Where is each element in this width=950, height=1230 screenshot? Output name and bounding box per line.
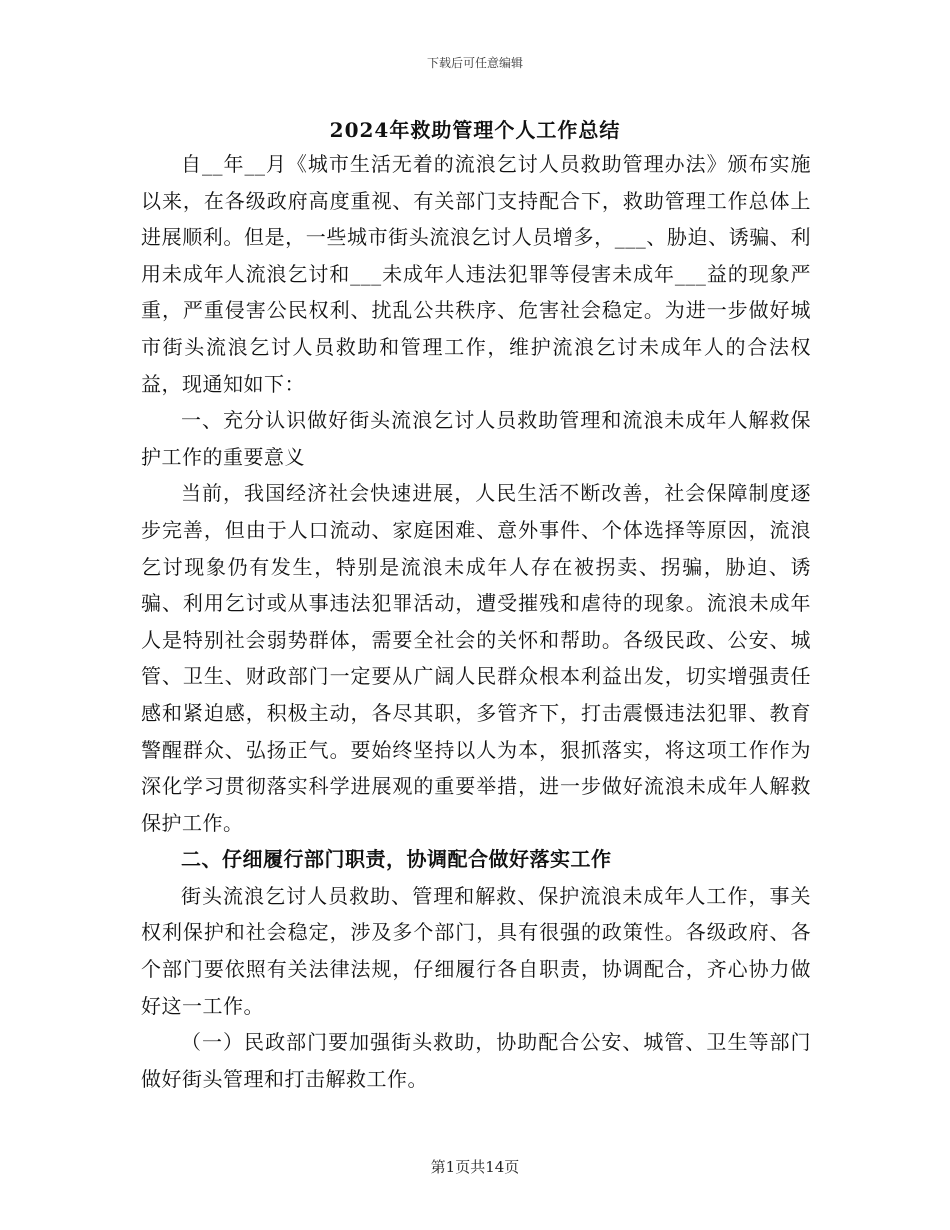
document-body [141, 146, 811, 1097]
header-note: 下载后可任意编辑 [426, 56, 523, 70]
paragraph-intro: 自__年__月《城市生活无着的流浪乞讨人员救助管理办法》颁布实施以来，在各级政府高度重视、有关部门支持配合下，救助管理工作总体上进展顺利。但是，一些城市街头流浪乞讨人员增多，___、胁迫、诱骗、利用未成年人流浪乞讨和___未成年人违法犯罪等侵害未成年___益的现象严重，严重侵害公民权利、扰乱公共秩序、危害社会稳定。为进一步做好城市街头流浪乞讨人员救助和管理工作，维护流浪乞讨未成年人的合法权益，现通知如下： [141, 152, 811, 396]
document-title: 2024年救助管理个人工作总结 [329, 118, 621, 142]
page-number-footer: 第1页共14页 [430, 1158, 520, 1176]
paragraph-section-1: 当前，我国经济社会快速进展，人民生活不断改善，社会保障制度逐步完善，但由于人口流动、家庭困难、意外事件、个体选择等原因，流浪乞讨现象仍有发生，特别是流浪未成年人存在被拐卖、拐骗，胁迫、诱骗、利用乞讨或从事违法犯罪活动，遭受摧残和虐待的现象。流浪未成年人是特别社会弱势群体，需要全社会的关怀和帮助。各级民政、公安、城管、卫生、财政部门一定要从广阔人民群众根本利益出发，切实增强责任感和紧迫感，积极主动，各尽其职，多管齐下，打击震慑违法犯罪、教育警醒群众、弘扬正气。要始终坚持以人为本，狠抓落实，将这项工作作为深化学习贯彻落实科学进展观的重要举措，进一步做好流浪未成年人解救保护工作。 [141, 481, 811, 835]
section-heading-1: 一、充分认识做好街头流浪乞讨人员救助管理和流浪未成年人解救保护工作的重要意义 [141, 408, 811, 469]
paragraph-item-1: （一）民政部门要加强街头救助，协助配合公安、城管、卫生等部门做好街头管理和打击解救工作。 [141, 1030, 811, 1091]
section-heading-2: 二、仔细履行部门职责，协调配合做好落实工作 [181, 847, 612, 872]
paragraph-section-2: 街头流浪乞讨人员救助、管理和解救、保护流浪未成年人工作，事关权利保护和社会稳定，涉及多个部门，具有很强的政策性。各级政府、各个部门要依照有关法律法规，仔细履行各自职责，协调配合，齐心协力做好这一工作。 [141, 883, 811, 1018]
